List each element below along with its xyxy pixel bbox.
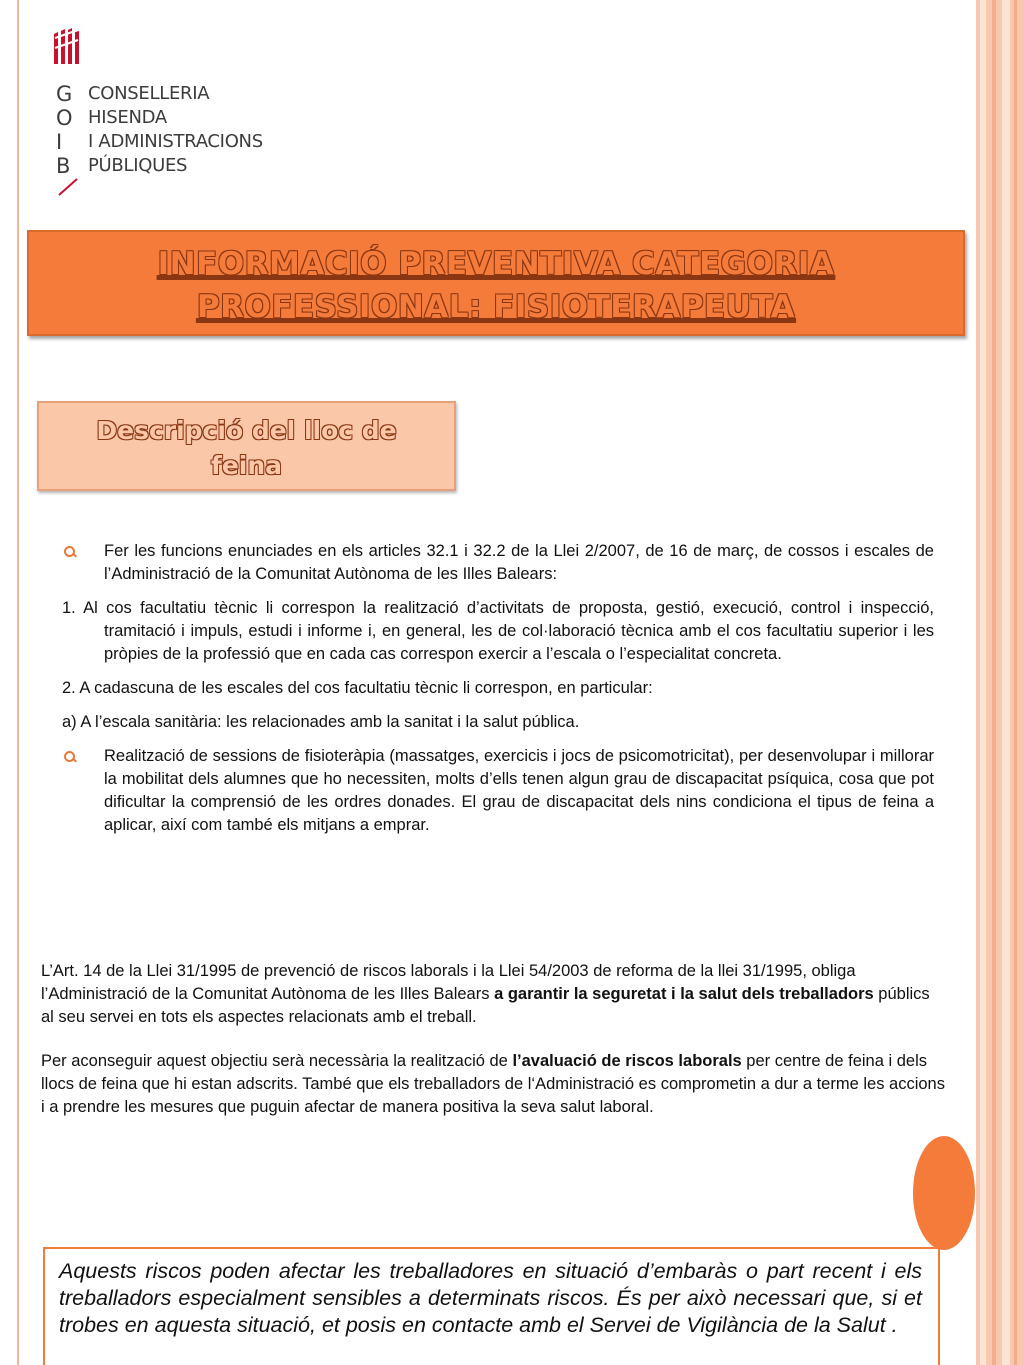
legal-paragraph [41,1050,946,1119]
emphasis-text: a garantir la seguretat i la salut dels treballadors [494,985,874,1003]
emphasis-text: l’avaluació de riscos laborals [512,1052,742,1070]
right-decorative-strip [976,0,1024,1365]
logo-line: PÚBLIQUES [88,155,188,176]
logo-slash-icon [58,178,78,196]
text-run: Per aconseguir aquest objectiu serà necessària la realització de [41,1052,513,1070]
decorative-oval [913,1136,975,1250]
numbered-item: 1. Al cos facultatiu tècnic li correspon la realització d’activitats de proposta, gestió, execució, control i inspecció, tramitació i impuls, estudi i informe i, en general, les de col·laboració tècnica amb el cos facultatiu superior i les pròpies de la professió que en cada cas correspon exercir a l’escala o l’especialitat concreta. [62,599,934,663]
numbered-item: 2. A cadascuna de les escales del cos facultatiu tècnic li correspon, en particular: [62,679,653,697]
logo-letter: B [56,154,71,178]
logo-line: HISENDA [88,107,167,128]
bullet-icon [64,751,75,762]
logo-line: CONSELLERIA [88,83,210,104]
notice-box [43,1247,940,1365]
section-heading: Descripció del lloc de feina [96,416,397,480]
logo-letter: I [56,130,63,154]
list-item-text: Realització de sessions de fisioteràpia (massatges, exercicis i jocs de psicomotricitat), per desenvolupar i millorar la mobilitat dels alumnes que ho necessiten, molts d’ells tenen algun grau de discapacitat psíquica, cosa que pot dificultar la comprensió de les ordres donades. El grau de discapacitat dels nins condiciona el tipus de feina a aplicar, així com també els mitjans a emprar. [104,747,934,834]
section-heading-box [37,401,456,491]
page-title-banner [27,230,965,336]
logo-department-name [88,82,318,178]
lettered-item: a) A l’escala sanitària: les relacionades amb la sanitat i la salut pública. [62,713,580,731]
list-item [62,745,934,837]
logo-letter: O [56,106,73,130]
text-run: públics al seu servei en tots els aspectes relacionats amb el treball. [41,985,930,1026]
text-run: per centre de feina i dels llocs de feina que hi estan adscrits. També que els treballadors de l‘Administració es comprometin a dur a terme les accions i a prendre les mesures que puguin afectar de manera positiva la seva salut laboral. [41,1052,945,1116]
text-run: L’Art. 14 de la Llei 31/1995 de prevenció de riscos laborals i la Llei 54/2003 de reforma de la llei 31/1995, obliga l’Administració de la Comunitat Autònoma de les Illes Balears [41,962,856,1003]
list-item [62,540,934,586]
legal-paragraph [41,960,946,1029]
logo-letter: G [56,82,73,106]
page-title-line: PROFESSIONAL: FISIOTERAPEUTA [196,289,796,325]
list-item-text: Fer les funcions enunciades en els articles 32.1 i 32.2 de la Llei 2/2007, de 16 de març, de cossos i escales de l’Administració de la Comunitat Autònoma de les Illes Balears: [104,542,934,583]
logo-letters [56,82,80,178]
page-title-line: INFORMACIÓ PREVENTIVA CATEGORIA [157,246,835,282]
bullet-icon [64,546,75,557]
left-decorative-rule [17,0,19,1365]
goib-flag-icon [52,28,80,66]
logo-line: I ADMINISTRACIONS [88,131,263,152]
legal-text [41,960,946,1119]
notice-text: Aquests riscos poden afectar les treballadores en situació d’embaràs o part recent i els treballadors especialment sensibles a determinats riscos. És per això necessari que, si et trobes en aquesta situació, et posis en contacte amb el Servei de Vigilància de la Salut . [59,1259,922,1337]
job-description [62,540,934,837]
